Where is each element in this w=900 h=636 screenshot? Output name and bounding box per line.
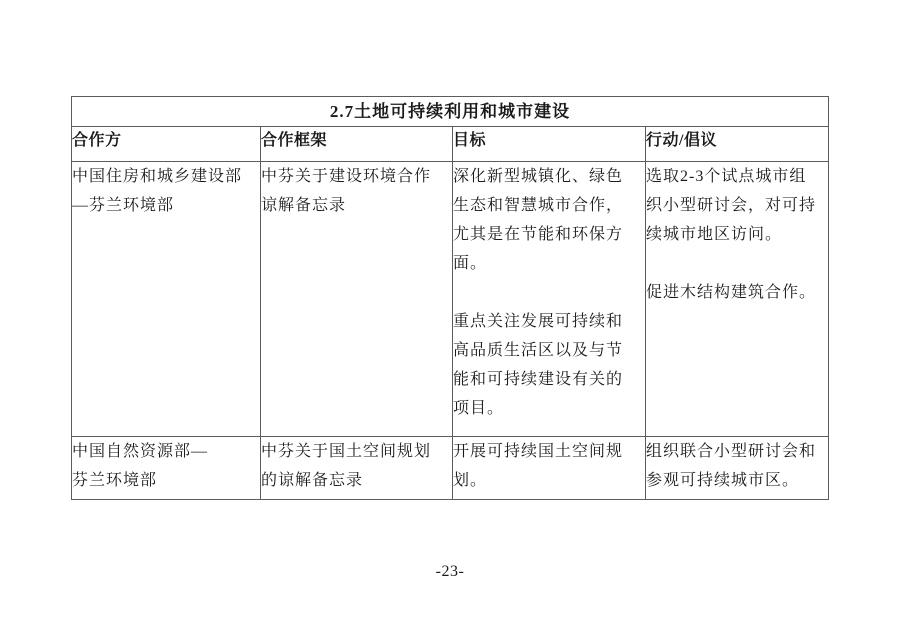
cell-text-line: 芬兰环境部 (72, 472, 158, 489)
cell-text-line: 开展可持续国土空间规 (453, 443, 624, 460)
cell-text-line: 续城市地区访问。 (646, 226, 783, 243)
table-title: 2.7土地可持续利用和城市建设 (72, 97, 829, 127)
table-row (72, 162, 829, 437)
column-header-action: 行动/倡议 (646, 127, 829, 162)
cell-text-line (646, 249, 828, 278)
cell-framework (261, 162, 453, 437)
cell-text-line: 高品质生活区以及与节 (453, 342, 624, 359)
cell-text-line: 深化新型城镇化、绿色 (453, 168, 624, 185)
cell-goal (453, 437, 646, 500)
cell-text-line: 促进木结构建筑合作。 (646, 284, 817, 301)
cell-text-line: 中国住房和城乡建设部 (72, 168, 243, 185)
cell-text-line: 组织联合小型研讨会和 (646, 443, 817, 460)
cell-text-line: —芬兰环境部 (72, 197, 175, 214)
page-number: -23- (435, 563, 465, 580)
cell-text-line: 项目。 (453, 400, 505, 417)
cell-text-line: 参观可持续城市区。 (646, 472, 800, 489)
cell-text-line: 生态和智慧城市合作， (453, 197, 624, 214)
cell-text-line: 中芬关于国土空间规划 (261, 443, 432, 460)
table-header-row (72, 127, 829, 162)
column-header-framework: 合作框架 (261, 127, 453, 162)
cell-text-line: 中国自然资源部— (72, 443, 209, 460)
cell-framework (261, 437, 453, 500)
table-title-row (72, 97, 829, 127)
cooperation-table (71, 96, 829, 500)
cell-goal (453, 162, 646, 437)
cell-text-line: 选取2-3个试点城市组 (646, 168, 807, 185)
cell-action (646, 162, 829, 437)
cell-text-line: 能和可持续建设有关的 (453, 371, 624, 388)
cell-text-line: 面。 (453, 255, 488, 272)
cell-partner (72, 162, 261, 437)
cell-partner (72, 437, 261, 500)
cell-text-line: 尤其是在节能和环保方 (453, 226, 624, 243)
cell-text-line: 织小型研讨会，对可持 (646, 197, 817, 214)
cell-text-line: 中芬关于建设环境合作 (261, 168, 432, 185)
cell-text-line: 的谅解备忘录 (261, 472, 364, 489)
cell-text-line: 划。 (453, 472, 488, 489)
cell-text-line: 谅解备忘录 (261, 197, 347, 214)
column-header-goal: 目标 (453, 127, 646, 162)
column-header-partner: 合作方 (72, 127, 261, 162)
table-row (72, 437, 829, 500)
cell-text-line (453, 278, 645, 307)
cell-action (646, 437, 829, 500)
cell-text-line: 重点关注发展可持续和 (453, 313, 624, 330)
